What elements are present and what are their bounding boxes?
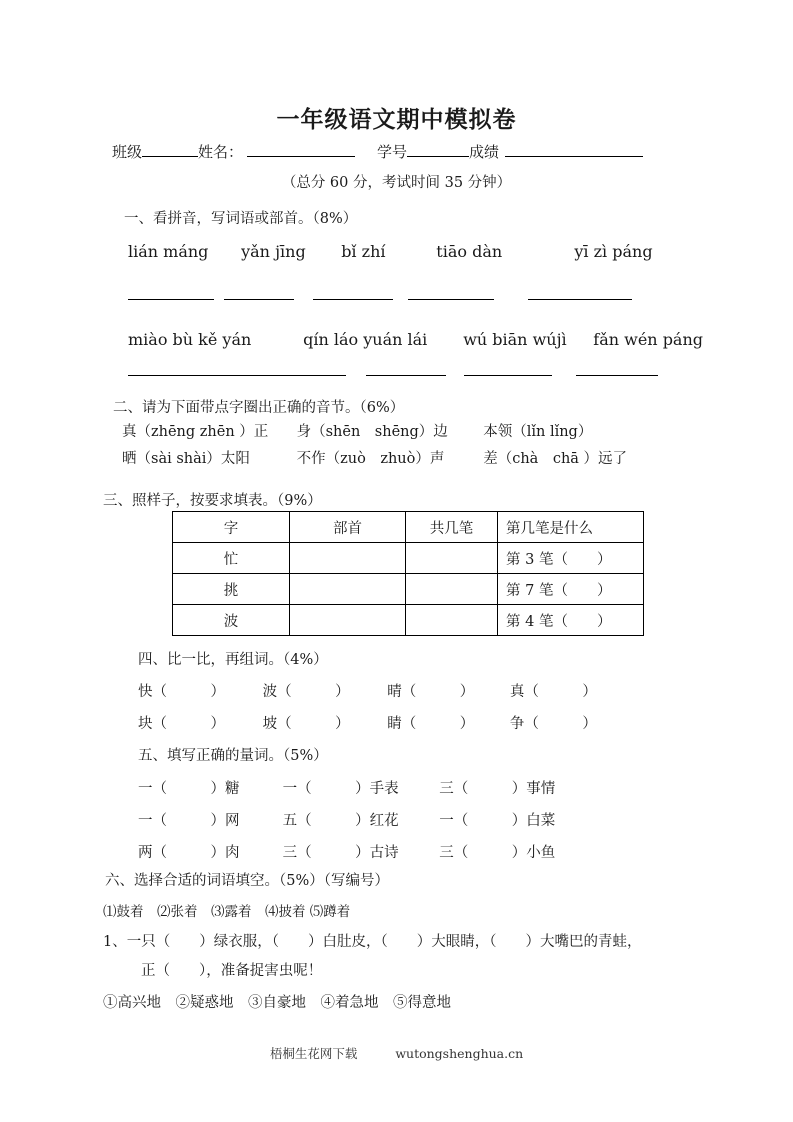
- table-row: [173, 574, 644, 605]
- table-row: [173, 543, 644, 574]
- cell-radical-answer[interactable]: [290, 543, 406, 574]
- pick-options[interactable]: zuò zhuò: [340, 451, 416, 467]
- section-5-heading: 五、填写正确的量词。（5%）: [138, 748, 328, 764]
- section-4-row-2: [138, 712, 597, 733]
- pick-item[interactable]: [297, 420, 479, 441]
- cell-stroke-count-answer[interactable]: [406, 543, 498, 574]
- pick-item[interactable]: [122, 420, 292, 441]
- class-label: 班级: [112, 143, 143, 161]
- pinyin-item: bǐ zhí: [341, 242, 386, 261]
- cell-nth-stroke-answer[interactable]: 第 7 笔（ ）: [498, 574, 644, 605]
- pick-prefix: 身（: [296, 424, 326, 440]
- answer-blank[interactable]: [313, 299, 393, 300]
- measure-word-item[interactable]: 五（ ）红花: [282, 813, 399, 829]
- cell-character: 波: [173, 605, 290, 636]
- page-title: 一年级语文期中模拟卷: [276, 107, 517, 133]
- student-no-input-blank[interactable]: [407, 143, 469, 157]
- section-1-answer-blanks-row-1: [128, 299, 668, 301]
- cell-nth-stroke-answer[interactable]: 第 3 笔（ ）: [498, 543, 644, 574]
- cell-character: 忙: [173, 543, 290, 574]
- pinyin-item: wú biān wújì: [463, 330, 567, 349]
- section-4-heading: 四、比一比，再组词。（4%）: [138, 652, 328, 668]
- word-build-item[interactable]: 块（ ）: [138, 716, 225, 732]
- pick-prefix: 差（: [483, 451, 513, 467]
- pick-item[interactable]: [122, 447, 292, 468]
- measure-word-item[interactable]: 三（ ）事情: [439, 781, 556, 797]
- answer-blank[interactable]: [464, 375, 552, 376]
- pick-options[interactable]: shēn shēng: [325, 424, 419, 440]
- name-label: 姓名：: [198, 143, 244, 161]
- section-3-heading: 三、照样子，按要求填表。（9%）: [103, 493, 322, 509]
- score-input-blank[interactable]: [505, 143, 643, 157]
- stroke-table: [172, 511, 644, 636]
- word-build-item[interactable]: 睛（ ）: [387, 716, 475, 732]
- measure-word-item[interactable]: 一（ ）手表: [282, 781, 399, 797]
- pick-suffix: ）太阳: [206, 451, 250, 467]
- measure-word-item[interactable]: 三（ ）古诗: [282, 845, 399, 861]
- table-row: [173, 605, 644, 636]
- pick-item[interactable]: [297, 447, 479, 468]
- answer-blank[interactable]: [128, 299, 214, 300]
- cell-nth-stroke-answer[interactable]: 第 4 笔（ ）: [498, 605, 644, 636]
- pick-options[interactable]: chà chā: [512, 451, 584, 467]
- section-2-row-2: [122, 447, 627, 468]
- section-1-pinyin-row-2: [128, 330, 713, 349]
- score-label: 成绩: [469, 143, 500, 161]
- section-6-question-1-line-1[interactable]: 1、一只（ ）绿衣服，（ ）白肚皮，（ ）大眼睛，（ ）大嘴巴的青蛙，: [103, 934, 642, 950]
- pinyin-item: miào bù kě yán: [128, 330, 252, 349]
- cell-radical-answer[interactable]: [290, 605, 406, 636]
- pick-options[interactable]: zhēng zhēn: [151, 424, 240, 440]
- answer-blank[interactable]: [408, 299, 494, 300]
- word-build-item[interactable]: 坡（ ）: [262, 716, 350, 732]
- column-header-nth-stroke: 第几笔是什么: [498, 512, 644, 543]
- cell-character: 挑: [173, 574, 290, 605]
- section-4-row-1: [138, 680, 597, 701]
- footer-watermark: [0, 1044, 793, 1062]
- word-build-item[interactable]: 真（ ）: [509, 684, 597, 700]
- class-input-blank[interactable]: [142, 143, 198, 157]
- answer-blank[interactable]: [528, 299, 632, 300]
- pinyin-item: yǎn jīng: [241, 242, 306, 261]
- pick-prefix: 不作（: [296, 451, 341, 467]
- pinyin-item: lián máng: [128, 242, 209, 261]
- cell-stroke-count-answer[interactable]: [406, 605, 498, 636]
- measure-word-item[interactable]: 两（ ）肉: [138, 845, 240, 861]
- pick-suffix: ）边: [418, 424, 448, 440]
- section-1-answer-blanks-row-2: [128, 375, 668, 377]
- pick-options[interactable]: sài shài: [151, 451, 207, 467]
- section-6-options-a[interactable]: ⑴鼓着 ⑵张着 ⑶露着 ⑷披着 ⑸蹲着: [103, 904, 351, 920]
- pick-prefix: 真（: [122, 424, 151, 440]
- section-6-question-1-line-2[interactable]: 正（ ），准备捉害虫呢！: [141, 963, 323, 979]
- section-6-options-b[interactable]: ①高兴地 ②疑惑地 ③自豪地 ④着急地 ⑤得意地: [103, 995, 451, 1011]
- answer-blank[interactable]: [128, 375, 346, 376]
- student-info-row: [112, 141, 682, 162]
- pick-suffix: ）正: [239, 424, 269, 440]
- measure-word-item[interactable]: 一（ ）白菜: [439, 813, 556, 829]
- column-header-stroke-count: 共几笔: [406, 512, 498, 543]
- section-5-row-1: [138, 777, 555, 798]
- student-no-label: 学号: [377, 143, 408, 161]
- pick-suffix: ）: [577, 424, 593, 440]
- pick-suffix: ）远了: [583, 451, 628, 467]
- table-header-row: [173, 512, 644, 543]
- name-input-blank[interactable]: [247, 143, 355, 157]
- section-5-row-3: [138, 841, 555, 862]
- cell-stroke-count-answer[interactable]: [406, 574, 498, 605]
- answer-blank[interactable]: [576, 375, 658, 376]
- word-build-item[interactable]: 快（ ）: [138, 684, 225, 700]
- pick-item[interactable]: [483, 447, 627, 468]
- pinyin-item: tiāo dàn: [436, 242, 503, 261]
- word-build-item[interactable]: 争（ ）: [509, 716, 597, 732]
- measure-word-item[interactable]: 一（ ）网: [138, 813, 240, 829]
- pinyin-item: yī zì páng: [574, 242, 653, 261]
- column-header-character: 字: [173, 512, 290, 543]
- word-build-item[interactable]: 晴（ ）: [387, 684, 475, 700]
- section-2-row-1: [122, 420, 592, 441]
- section-2-heading: 二、请为下面带点字圈出正确的音节。（6%）: [113, 400, 405, 416]
- section-1-pinyin-row-1: [128, 242, 694, 261]
- section-5-row-2: [138, 809, 555, 830]
- pick-suffix: ）声: [415, 451, 445, 467]
- paper-subtitle: （总分 60 分，考试时间 35 分钟）: [281, 175, 512, 191]
- cell-radical-answer[interactable]: [290, 574, 406, 605]
- measure-word-item[interactable]: 三（ ）小鱼: [439, 845, 556, 861]
- column-header-radical: 部首: [290, 512, 406, 543]
- site-name-cn: 梧桐生花网下载: [269, 1046, 358, 1061]
- answer-blank[interactable]: [224, 299, 294, 300]
- answer-blank[interactable]: [366, 375, 446, 376]
- site-url: wutongshenghua.cn: [395, 1046, 524, 1061]
- pick-prefix: 晒（: [122, 451, 151, 467]
- pinyin-item: qín láo yuán lái: [303, 330, 428, 349]
- pick-options[interactable]: lǐn lǐng: [526, 424, 578, 440]
- section-6-heading: 六、选择合适的词语填空。（5%）（写编号）: [105, 873, 390, 889]
- section-1-heading: 一、看拼音，写词语或部首。（8%）: [124, 211, 358, 227]
- pick-item[interactable]: [483, 420, 592, 441]
- pick-prefix: 本领（: [483, 424, 527, 440]
- pinyin-item: fǎn wén páng: [593, 330, 704, 349]
- measure-word-item[interactable]: 一（ ）糖: [138, 781, 240, 797]
- word-build-item[interactable]: 波（ ）: [262, 684, 350, 700]
